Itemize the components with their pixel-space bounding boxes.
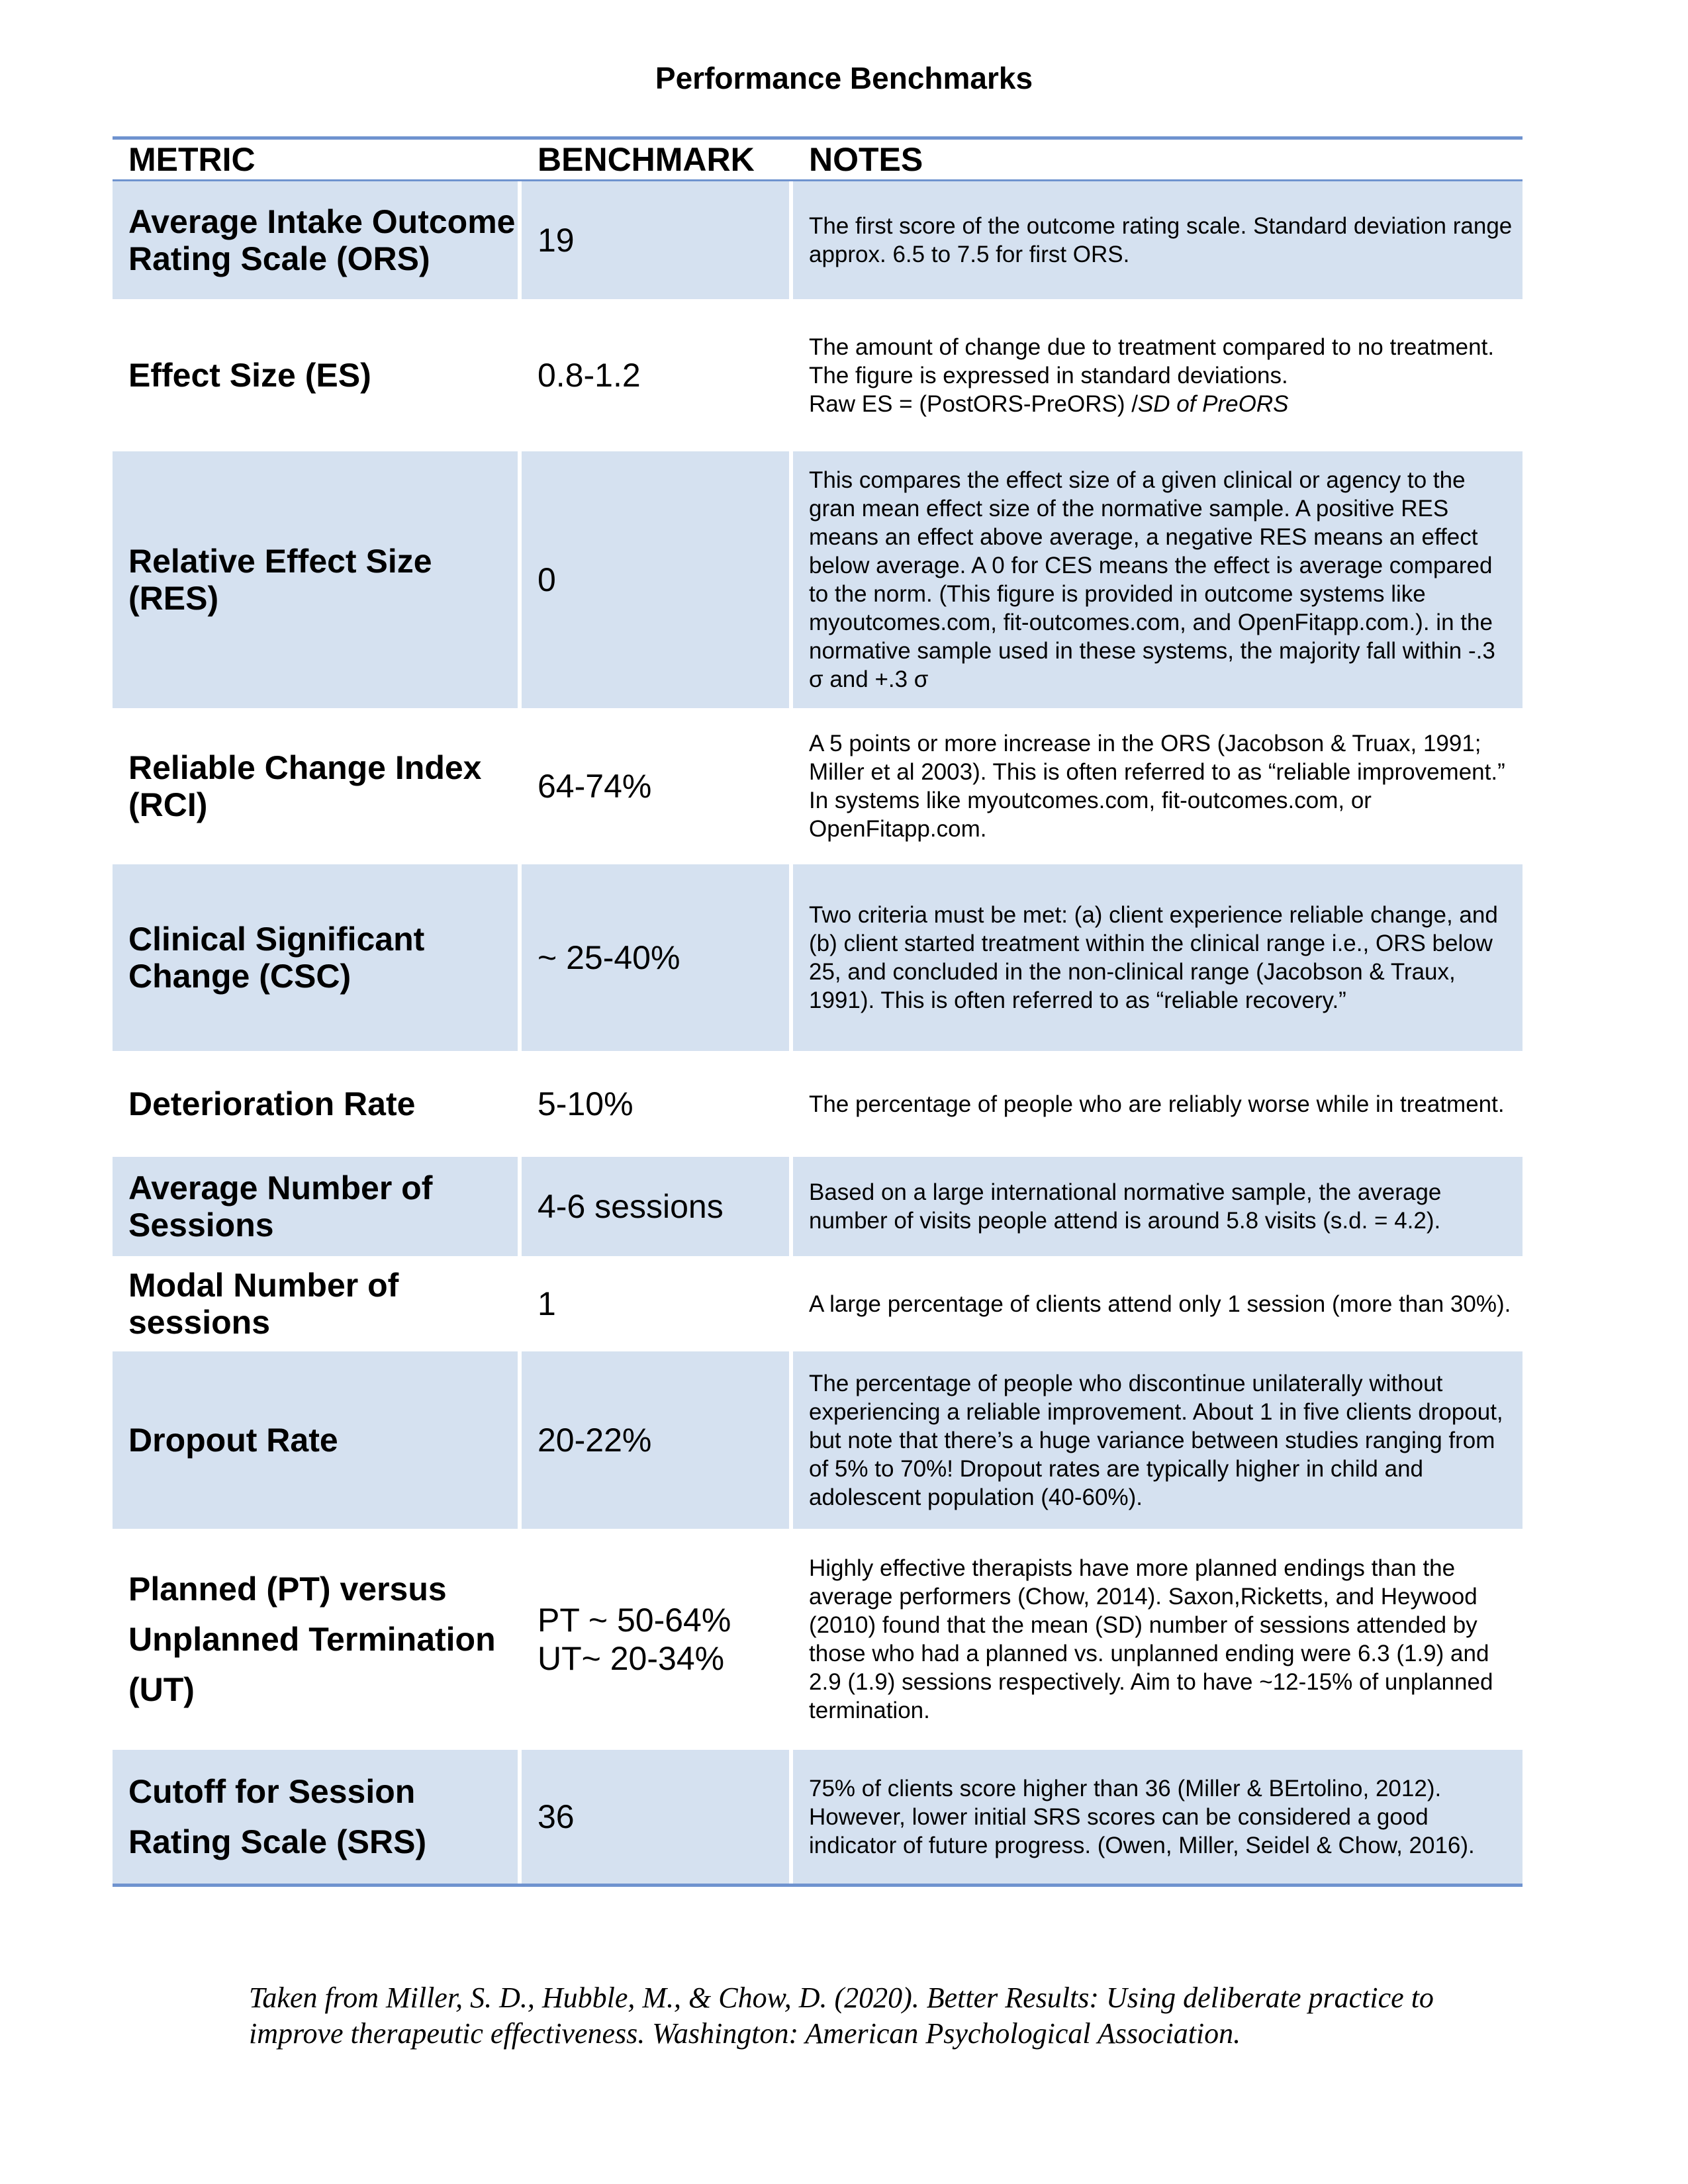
metric-cell: Clinical Significant Change (CSC) [128, 921, 425, 995]
notes-cell: The first score of the outcome rating scale. Standard deviation range approx. 6.5 to 7.5 for first ORS. [809, 213, 1513, 267]
notes-cell: The amount of change due to treatment compared to no treatment. The figure is expressed in standard deviations. Raw ES = (PostORS-PreORS) /SD of PreORS [809, 334, 1495, 417]
benchmark-cell: 36 [538, 1798, 575, 1835]
benchmark-cell: 20-22% [538, 1422, 652, 1459]
notes-cell: The percentage of people who are reliably worse while in treatment. [809, 1091, 1505, 1117]
metric-cell: Deterioration Rate [128, 1085, 416, 1122]
notes-cell: Based on a large international normative sample, the average number of visits people attend is around 5.8 visits (s.d. = 4.2). [809, 1179, 1442, 1234]
benchmarks-table [113, 136, 1523, 1887]
benchmark-cell: 0.8-1.2 [538, 357, 641, 394]
notes-cell: This compares the effect size of a given clinical or agency to the gran mean effect size of the normative sample. A positive RES means an effect above average, a negative RES means an effect below average. A 0 for CES means the effect is average compared to the norm. (This figure is provided in outcome systems like myoutcomes.com, fit-outcomes.com, and OpenFitapp.com.). in the normative sample used in these systems, the majority fall within -.3 σ and +.3 σ [809, 467, 1495, 692]
table-row [113, 1157, 1523, 1256]
benchmark-cell: 0 [538, 561, 556, 598]
notes-cell: The percentage of people who discontinue unilaterally without experiencing a reliable improvement. About 1 in five clients dropout, but note that there’s a huge variance between studies ranging from of 5% to 70%! Dropout rates are typically higher in child and adolescent population (40-60%). [809, 1370, 1503, 1510]
notes-cell: Two criteria must be met: (a) client experience reliable change, and (b) client started treatment within the clinical range i.e., ORS below 25, and concluded in the non-clinical range (Jacobson & Traux, 1991). This is often referred to as “reliable recovery.” [809, 902, 1498, 1013]
metric-cell: Modal Number of sessions [128, 1267, 399, 1341]
table-row [113, 1750, 1523, 1884]
metric-cell: Average Number of Sessions [128, 1169, 433, 1244]
table-row [113, 299, 1523, 451]
table-row [113, 451, 1523, 708]
header-notes: NOTES [809, 141, 923, 178]
table-row [113, 864, 1523, 1051]
table-row [113, 708, 1523, 864]
notes-cell: 75% of clients score higher than 36 (Miller & BErtolino, 2012). However, lower initial SRS scores can be considered a good indicator of future progress. (Owen, Miller, Seidel & Chow, 2016). [809, 1775, 1475, 1858]
metric-cell: Planned (PT) versus Unplanned Termination (UT) [128, 1570, 496, 1708]
header-metric: METRIC [128, 141, 256, 178]
table-row [113, 1256, 1523, 1351]
benchmark-cell: PT ~ 50-64% UT~ 20-34% [538, 1602, 731, 1677]
notes-cell: A large percentage of clients attend only 1 session (more than 30%). [809, 1291, 1511, 1317]
page-title: Performance Benchmarks [655, 61, 1033, 95]
benchmark-cell: 19 [538, 222, 575, 259]
metric-cell: Average Intake Outcome Rating Scale (ORS) [128, 203, 516, 277]
benchmark-cell: 4-6 sessions [538, 1188, 724, 1225]
notes-cell: A 5 points or more increase in the ORS (Jacobson & Truax, 1991; Miller et al 2003). This is often referred to as “reliable improvement.” In systems like myoutcomes.com, fit-outcomes.com, or OpenFitapp.com. [809, 731, 1505, 842]
citation: Taken from Miller, S. D., Hubble, M., & Chow, D. (2020). Better Results: Using deliberate practice to improve therapeutic effectiveness. Washington: American Psychological Association. [249, 1981, 1434, 2050]
benchmark-cell: ~ 25-40% [538, 939, 680, 976]
table-row [113, 1529, 1523, 1750]
notes-cell: Highly effective therapists have more planned endings than the average performers (Chow, 2014). Saxon,Ricketts, and Heywood (2010) found that the mean (SD) number of sessions attended by those who had a planned vs. unplanned ending were 6.3 (1.9) and 2.9 (1.9) sessions respectively. Aim to have ~12-15% of unplanned termination. [809, 1555, 1493, 1723]
metric-cell: Cutoff for Session Rating Scale (SRS) [128, 1773, 427, 1860]
table-header-row [113, 140, 1523, 181]
benchmark-cell: 5-10% [538, 1085, 633, 1122]
table-row [113, 1051, 1523, 1157]
metric-cell: Relative Effect Size (RES) [128, 543, 432, 617]
header-benchmark: BENCHMARK [538, 141, 755, 178]
benchmark-cell: 64-74% [538, 768, 652, 805]
metric-cell: Reliable Change Index (RCI) [128, 749, 482, 823]
metric-cell: Effect Size (ES) [128, 357, 371, 394]
table-row [113, 1351, 1523, 1529]
benchmark-cell: 1 [538, 1285, 556, 1322]
metric-cell: Dropout Rate [128, 1422, 338, 1459]
table-row [113, 181, 1523, 299]
